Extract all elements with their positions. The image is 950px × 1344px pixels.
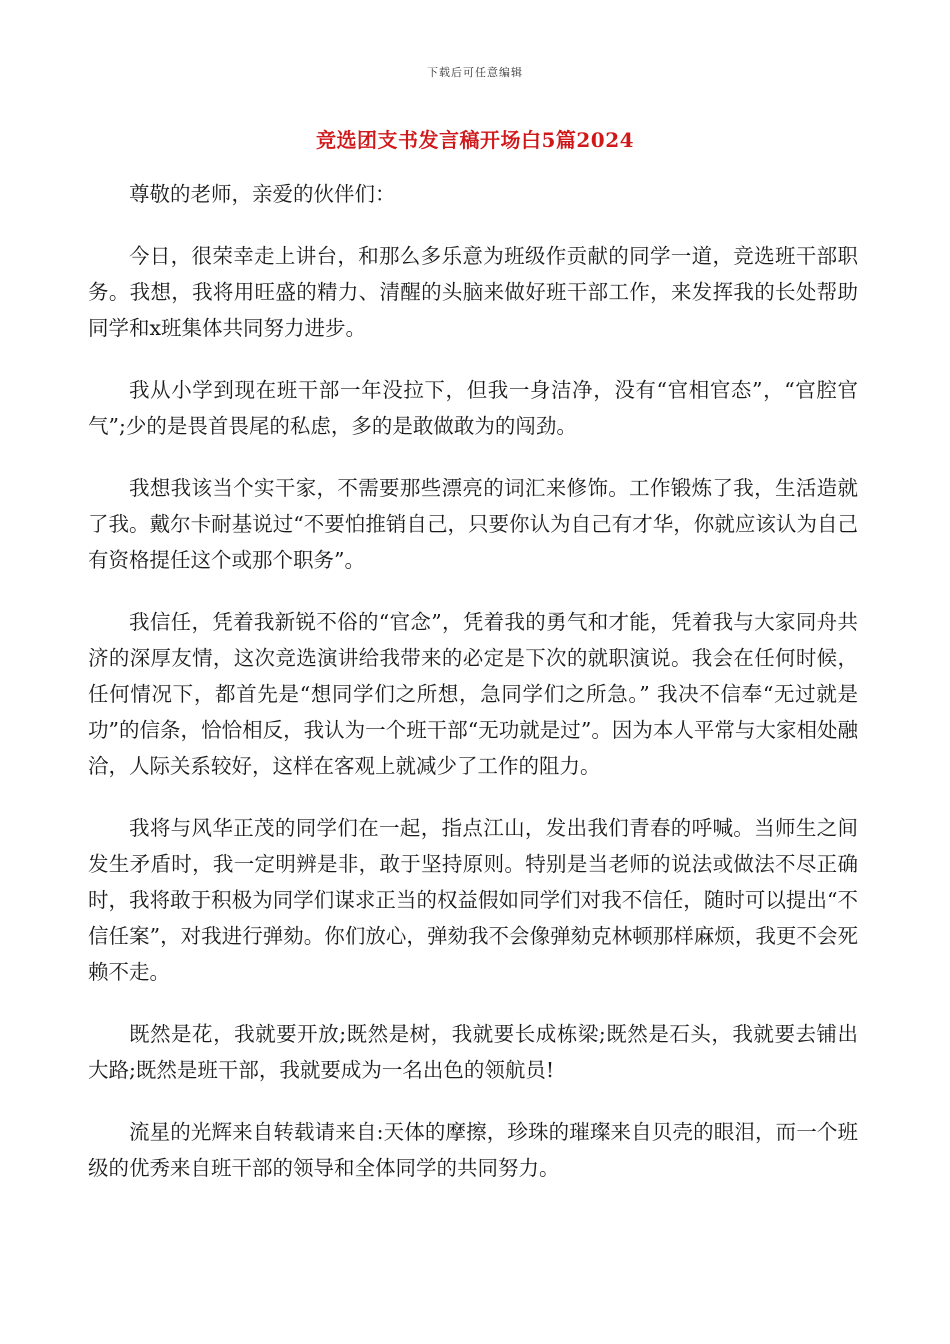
document-body <box>88 176 858 1212</box>
paragraph-practical: 我想我该当个实干家，不需要那些漂亮的词汇来修饰。工作锻炼了我，生活造就了我。戴尔卡耐基说过“不要怕推销自己，只要你认为自己有才华，你就应该认为自己有资格提任这个或那个职务”。 <box>88 476 858 572</box>
document-title: 竞选团支书发言稿开场白5篇2024 <box>315 128 635 152</box>
paragraph-greeting: 尊敬的老师，亲爱的伙伴们： <box>129 182 396 206</box>
paragraph-metaphor: 既然是花，我就要开放;既然是树，我就要长成栋梁;既然是石头，我就要去铺出大路;既然是班干部，我就要成为一名出色的领航员! <box>88 1022 858 1082</box>
paragraph-introduction: 今日，很荣幸走上讲台，和那么多乐意为班级作贡献的同学一道，竞选班干部职务。我想，我将用旺盛的精力、清醒的头脑来做好班干部工作，来发挥我的长处帮助同学和x班集体共同努力进步。 <box>88 244 858 340</box>
paragraph-commitment: 我将与风华正茂的同学们在一起，指点江山，发出我们青春的呼喊。当师生之间发生矛盾时，我一定明辨是非，敢于坚持原则。特别是当老师的说法或做法不尽正确时，我将敢于积极为同学们谋求正当的权益假如同学们对我不信任，随时可以提出“不信任案”，对我进行弹劾。你们放心，弹劾我不会像弹劾克林顿那样麻烦，我更不会死赖不走。 <box>88 816 858 984</box>
paragraph-belief: 我信任，凭着我新锐不俗的“官念”，凭着我的勇气和才能，凭着我与大家同舟共济的深厚友情，这次竞选演讲给我带来的必定是下次的就职演说。我会在任何时候，任何情况下，都首先是“想同学们之所想，急同学们之所急。” 我决不信奉“无过就是功”的信条，恰恰相反，我认为一个班干部“无功就是过”。因为本人平常与大家相处融洽，人际关系较好，这样在客观上就减少了工作的阻力。 <box>88 610 858 778</box>
paragraph-experience: 我从小学到现在班干部一年没拉下，但我一身洁净，没有“官相官态”，“官腔官气”;少的是畏首畏尾的私虑，多的是敢做敢为的闯劲。 <box>88 378 858 438</box>
header-note: 下载后可任意编辑 <box>427 66 523 79</box>
paragraph-closing: 流星的光辉来自转载请来自:天体的摩擦，珍珠的璀璨来自贝壳的眼泪，而一个班级的优秀来自班干部的领导和全体同学的共同努力。 <box>88 1120 858 1180</box>
